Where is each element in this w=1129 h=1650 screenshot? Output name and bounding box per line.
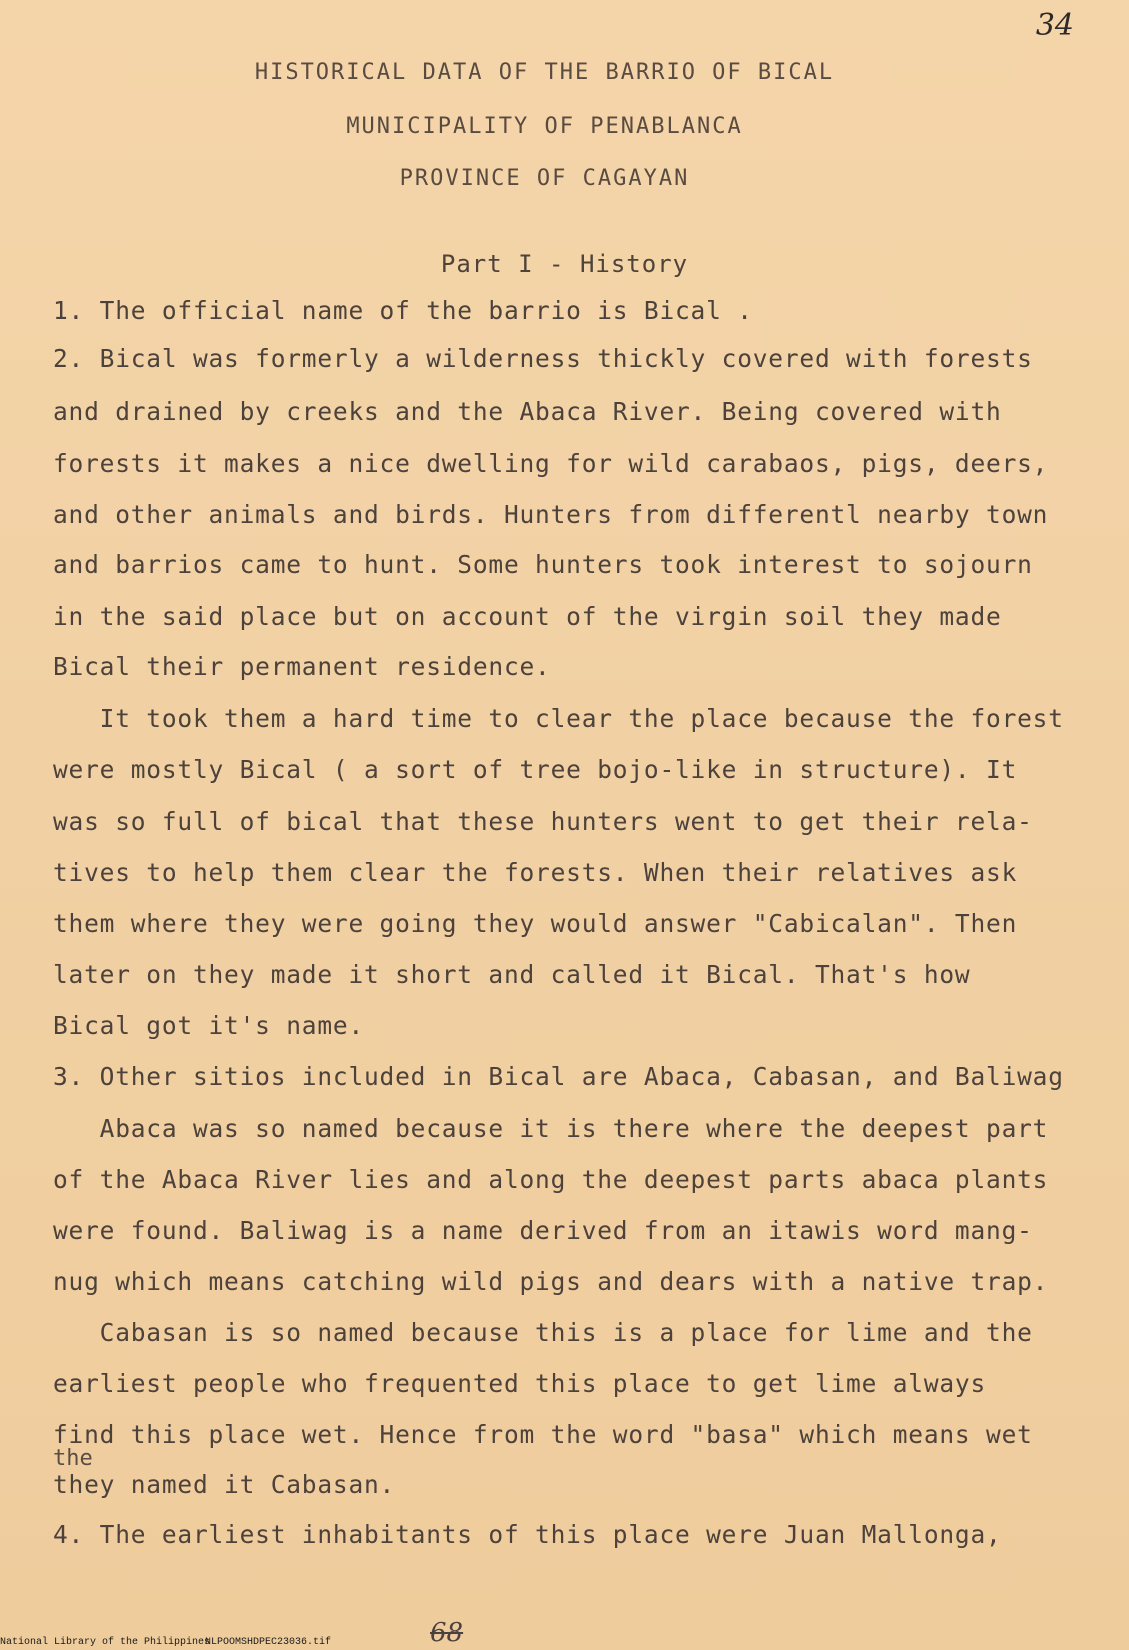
text-line: Bical got it's name. bbox=[53, 1011, 365, 1040]
text-line: them where they were going they would answer "Cabicalan". Then bbox=[53, 909, 1018, 938]
text-line: and other animals and birds. Hunters from differentl nearby town bbox=[53, 500, 1049, 529]
text-line: later on they made it short and called it Bical. That's how bbox=[53, 960, 971, 989]
text-line: and barrios came to hunt. Some hunters took interest to sojourn bbox=[53, 550, 1033, 579]
handwritten-note: 68 bbox=[430, 1618, 464, 1648]
header-municipality: MUNICIPALITY OF PENABLANCA bbox=[346, 114, 743, 139]
text-line: nug which means catching wild pigs and dears with a native trap. bbox=[53, 1267, 1049, 1296]
page-number: 34 bbox=[1035, 8, 1074, 43]
text-line: in the said place but on account of the virgin soil they made bbox=[53, 602, 1002, 631]
text-line: of the Abaca River lies and along the deepest parts abaca plants bbox=[53, 1165, 1049, 1194]
text-line: 2. Bical was formerly a wilderness thickly covered with forests bbox=[53, 344, 1033, 373]
footer-library: National Library of the Philippines bbox=[0, 1637, 211, 1648]
text-line: was so full of bical that these hunters went to get their rela- bbox=[53, 807, 1033, 836]
text-line: find this place wet. Hence from the word "basa" which means wet bbox=[53, 1420, 1033, 1449]
text-line: Cabasan is so named because this is a place for lime and the bbox=[53, 1318, 1033, 1347]
text-line: forests it makes a nice dwelling for wild carabaos, pigs, deers, bbox=[53, 449, 1049, 478]
text-line: 1. The official name of the barrio is Bical . bbox=[53, 296, 753, 325]
footer-filename: NLPOOMSHDPEC23036.tif bbox=[205, 1637, 332, 1648]
text-line: 3. Other sitios included in Bical are Abaca, Cabasan, and Baliwag bbox=[53, 1062, 1064, 1091]
text-line: It took them a hard time to clear the place because the forest bbox=[53, 704, 1064, 733]
scan-footer bbox=[0, 1636, 520, 1648]
header-title: HISTORICAL DATA OF THE BARRIO OF BICAL bbox=[254, 60, 835, 85]
inserted-word: the bbox=[53, 1446, 93, 1471]
text-line: were found. Baliwag is a name derived from an itawis word mang- bbox=[53, 1216, 1033, 1245]
header-province: PROVINCE OF CAGAYAN bbox=[399, 166, 690, 191]
text-line: they named it Cabasan. bbox=[53, 1470, 396, 1499]
text-line: 4. The earliest inhabitants of this place were Juan Mallonga, bbox=[53, 1520, 1002, 1549]
part-title: Part I - History bbox=[440, 250, 689, 278]
text-line: were mostly Bical ( a sort of tree bojo-like in structure). It bbox=[53, 755, 1018, 784]
text-line: Bical their permanent residence. bbox=[53, 652, 551, 681]
text-line: tives to help them clear the forests. When their relatives ask bbox=[53, 858, 1018, 887]
text-line: Abaca was so named because it is there where the deepest part bbox=[53, 1114, 1049, 1143]
text-line: earliest people who frequented this place to get lime always bbox=[53, 1369, 987, 1398]
text-line: and drained by creeks and the Abaca River. Being covered with bbox=[53, 397, 1002, 426]
